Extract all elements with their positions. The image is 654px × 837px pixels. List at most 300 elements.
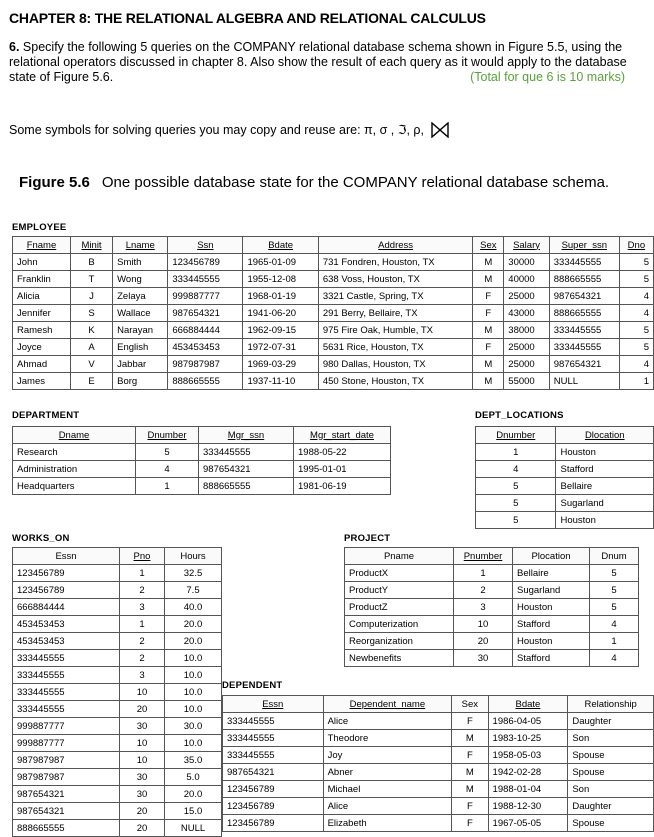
table-cell: 450 Stone, Houston, TX [318,373,473,390]
column-header: Super_ssn [549,237,619,254]
table-row [13,478,391,495]
employee-header-row [13,237,654,254]
table-cell: 999887777 [13,735,120,752]
table-row [13,820,222,837]
table-cell: 25000 [504,288,549,305]
table-cell: S [70,305,112,322]
table-cell: Sugarland [556,495,654,512]
question-number: 6. [9,40,20,54]
table-row [223,798,654,815]
table-cell: 333445555 [168,271,243,288]
table-row [476,495,654,512]
table-cell: 10.0 [165,667,222,684]
table-cell: 40000 [504,271,549,288]
table-cell: 123456789 [223,781,324,798]
table-cell: 123456789 [223,815,324,832]
table-cell: Franklin [13,271,71,288]
table-cell: Ramesh [13,322,71,339]
column-header: Bdate [243,237,318,254]
table-cell: Alicia [13,288,71,305]
question-block [9,40,639,85]
bowtie-join-icon [431,122,449,141]
table-cell: 123456789 [13,565,120,582]
table-cell: 987987987 [168,356,243,373]
department-header-row [13,427,391,444]
table-cell: 888665555 [168,373,243,390]
table-cell: English [113,339,168,356]
table-cell: 32.5 [165,565,222,582]
table-cell: Stafford [513,650,590,667]
table-cell: 1937-11-10 [243,373,318,390]
table-cell: 4 [136,461,199,478]
table-cell: 1967-05-05 [488,815,568,832]
table-cell: 1 [136,478,199,495]
table-cell: 5 [476,495,556,512]
dependent-table-title: DEPENDENT [222,680,283,691]
table-cell: Administration [13,461,136,478]
table-cell: M [452,730,488,747]
table-cell: 10 [454,616,513,633]
table-cell: Research [13,444,136,461]
table-cell: 5 [590,565,639,582]
table-cell: Smith [113,254,168,271]
table-cell: V [70,356,112,373]
table-cell: 333445555 [223,713,324,730]
table-cell: 1 [120,616,165,633]
table-cell: F [452,798,488,815]
table-row [13,803,222,820]
table-cell: 333445555 [13,684,120,701]
table-row [13,339,654,356]
table-cell: Reorganization [345,633,454,650]
table-cell: 30000 [504,254,549,271]
table-cell: M [452,781,488,798]
table-cell: 25000 [504,356,549,373]
column-header: Hours [165,548,222,565]
table-cell: 7.5 [165,582,222,599]
table-cell: 10 [120,752,165,769]
works-on-table-title: WORKS_ON [12,533,70,544]
figure-label: Figure 5.6 [19,174,90,191]
table-row [13,701,222,718]
dept-locations-table [475,426,654,529]
table-cell: 30 [454,650,513,667]
table-cell: 1962-09-15 [243,322,318,339]
table-cell: 453453453 [13,616,120,633]
column-header: Minit [70,237,112,254]
table-cell: 2 [120,582,165,599]
figure-caption [19,174,629,192]
table-row [13,461,391,478]
table-row [13,650,222,667]
table-row [13,633,222,650]
column-header: Dependent_name [323,696,452,713]
dept-locations-header-row [476,427,654,444]
column-header: Dlocation [556,427,654,444]
table-cell: 30 [120,718,165,735]
table-cell: Joy [323,747,452,764]
table-cell: 1955-12-08 [243,271,318,288]
table-cell: 5631 Rice, Houston, TX [318,339,473,356]
table-cell: M [473,271,504,288]
table-cell: Spouse [568,815,654,832]
table-cell: 30 [120,769,165,786]
table-cell: 4 [476,461,556,478]
table-cell: 333445555 [13,701,120,718]
dept-locations-table-title: DEPT_LOCATIONS [475,410,564,421]
column-header: Salary [504,237,549,254]
table-cell: Theodore [323,730,452,747]
table-cell: Stafford [513,616,590,633]
table-cell: 453453453 [168,339,243,356]
column-header: Dnumber [136,427,199,444]
table-cell: Michael [323,781,452,798]
table-cell: 987654321 [223,764,324,781]
table-cell: 987654321 [199,461,294,478]
table-row [13,565,222,582]
table-cell: 1 [454,565,513,582]
table-cell: 35.0 [165,752,222,769]
table-cell: 5 [619,339,653,356]
table-cell: 5.0 [165,769,222,786]
column-header: Dnum [590,548,639,565]
table-cell: 30.0 [165,718,222,735]
table-cell: F [452,815,488,832]
chapter-title: CHAPTER 8: THE RELATIONAL ALGEBRA AND RELATIONAL CALCULUS [9,10,486,26]
table-cell: 1965-01-09 [243,254,318,271]
table-cell: Narayan [113,322,168,339]
table-cell: Houston [556,512,654,529]
table-cell: 333445555 [223,747,324,764]
table-cell: James [13,373,71,390]
table-cell: 40.0 [165,599,222,616]
column-header: Dno [619,237,653,254]
table-cell: Newbenefits [345,650,454,667]
table-cell: 1988-05-22 [294,444,391,461]
table-cell: 20.0 [165,616,222,633]
table-cell: 666884444 [13,599,120,616]
table-cell: 123456789 [223,798,324,815]
table-row [476,444,654,461]
table-cell: Spouse [568,764,654,781]
table-row [13,718,222,735]
table-cell: F [452,713,488,730]
table-row [345,633,639,650]
table-cell: 1988-12-30 [488,798,568,815]
table-cell: 10.0 [165,735,222,752]
table-cell: Wallace [113,305,168,322]
table-cell: 1995-01-01 [294,461,391,478]
table-cell: 987654321 [549,356,619,373]
column-header: Mgr_ssn [199,427,294,444]
table-cell: 3 [120,599,165,616]
table-cell: 888665555 [199,478,294,495]
table-cell: Joyce [13,339,71,356]
table-row [476,512,654,529]
table-cell: 999887777 [13,718,120,735]
table-cell: Daughter [568,798,654,815]
table-row [223,781,654,798]
table-cell: 333445555 [549,339,619,356]
table-cell: 43000 [504,305,549,322]
table-cell: NULL [549,373,619,390]
table-cell: 20 [120,803,165,820]
table-row [13,305,654,322]
table-cell: 987654321 [13,786,120,803]
column-header: Dnumber [476,427,556,444]
dependent-table [222,695,654,832]
table-cell: F [473,305,504,322]
table-cell: A [70,339,112,356]
table-cell: 20 [454,633,513,650]
table-cell: 333445555 [13,667,120,684]
table-cell: 333445555 [223,730,324,747]
table-cell: 975 Fire Oak, Humble, TX [318,322,473,339]
table-row [13,322,654,339]
table-cell: K [70,322,112,339]
table-cell: 888665555 [549,305,619,322]
table-cell: E [70,373,112,390]
table-cell: M [473,322,504,339]
table-row [13,444,391,461]
table-cell: 453453453 [13,633,120,650]
table-cell: 638 Voss, Houston, TX [318,271,473,288]
question-text: Specify the following 5 queries on the COMPANY relational database schema shown in Figure 5.5, using the relational operators discussed in chapter 8. Also show the result of each query as it would apply to the database state of Figure 5.6. [9,40,627,84]
table-cell: 731 Fondren, Houston, TX [318,254,473,271]
table-cell: 30 [120,786,165,803]
column-header: Pno [120,548,165,565]
column-header: Pname [345,548,454,565]
table-cell: F [452,747,488,764]
works-on-table [12,547,222,837]
table-cell: 1958-05-03 [488,747,568,764]
table-cell: Son [568,730,654,747]
table-row [13,356,654,373]
table-cell: M [473,356,504,373]
table-cell: Headquarters [13,478,136,495]
table-cell: 5 [136,444,199,461]
table-cell: 999887777 [168,288,243,305]
column-header: Essn [223,696,324,713]
table-cell: 4 [619,356,653,373]
column-header: Address [318,237,473,254]
table-cell: 1986-04-05 [488,713,568,730]
table-row [345,599,639,616]
table-cell: 10 [120,735,165,752]
table-cell: 333445555 [13,650,120,667]
table-cell: 2 [120,650,165,667]
table-cell: 1981-06-19 [294,478,391,495]
project-header-row [345,548,639,565]
table-cell: M [473,254,504,271]
table-cell: 333445555 [549,322,619,339]
table-row [223,730,654,747]
table-cell: 987654321 [549,288,619,305]
table-cell: 987987987 [13,769,120,786]
table-cell: 5 [619,322,653,339]
table-cell: 4 [619,288,653,305]
table-cell: 4 [590,616,639,633]
table-cell: 888665555 [13,820,120,837]
table-cell: 1988-01-04 [488,781,568,798]
table-cell: B [70,254,112,271]
table-row [13,735,222,752]
table-row [345,582,639,599]
table-cell: 1 [476,444,556,461]
table-cell: 5 [476,478,556,495]
table-row [345,616,639,633]
table-cell: ProductY [345,582,454,599]
table-cell: 1968-01-19 [243,288,318,305]
table-cell: Computerization [345,616,454,633]
table-cell: Sugarland [513,582,590,599]
table-cell: F [473,339,504,356]
table-cell: 291 Berry, Bellaire, TX [318,305,473,322]
table-cell: J [70,288,112,305]
works-on-header-row [13,548,222,565]
table-cell: Stafford [556,461,654,478]
table-cell: 20.0 [165,786,222,803]
table-row [345,565,639,582]
employee-table-title: EMPLOYEE [12,222,67,233]
table-cell: Abner [323,764,452,781]
table-cell: Alice [323,798,452,815]
table-cell: Bellaire [513,565,590,582]
employee-table [12,236,654,390]
symbols-line [9,122,449,141]
table-row [13,288,654,305]
table-cell: M [452,764,488,781]
table-cell: 20 [120,820,165,837]
table-cell: John [13,254,71,271]
table-cell: Bellaire [556,478,654,495]
table-cell: 25000 [504,339,549,356]
table-row [345,650,639,667]
table-cell: 10 [120,684,165,701]
table-cell: Borg [113,373,168,390]
figure-caption-text: One possible database state for the COMPANY relational database schema. [101,174,610,191]
table-row [223,747,654,764]
table-cell: 980 Dallas, Houston, TX [318,356,473,373]
table-cell: 55000 [504,373,549,390]
symbols-text: Some symbols for solving queries you may copy and reuse are: π, σ , ℑ, ρ, [9,123,424,137]
table-cell: 333445555 [199,444,294,461]
table-row [476,461,654,478]
table-cell: Wong [113,271,168,288]
table-cell: Alice [323,713,452,730]
table-cell: 4 [590,650,639,667]
table-row [13,582,222,599]
table-cell: 10.0 [165,684,222,701]
table-cell: M [473,373,504,390]
table-row [13,752,222,769]
column-header: Pnumber [454,548,513,565]
table-cell: Ahmad [13,356,71,373]
table-cell: Daughter [568,713,654,730]
project-table-title: PROJECT [344,533,391,544]
table-cell: Jennifer [13,305,71,322]
table-cell: 15.0 [165,803,222,820]
table-cell: 5 [476,512,556,529]
question-marks: (Total for que 6 is 10 marks) [470,70,625,84]
table-cell: 1 [590,633,639,650]
table-cell: Houston [556,444,654,461]
table-row [223,764,654,781]
column-header: Fname [13,237,71,254]
column-header: Sex [452,696,488,713]
table-cell: Jabbar [113,356,168,373]
column-header: Lname [113,237,168,254]
department-table-title: DEPARTMENT [12,410,80,421]
table-cell: 3 [454,599,513,616]
table-cell: 5 [619,254,653,271]
column-header: Bdate [488,696,568,713]
table-cell: Spouse [568,747,654,764]
table-row [13,373,654,390]
column-header: Dname [13,427,136,444]
table-cell: 3 [120,667,165,684]
table-row [13,786,222,803]
table-row [223,815,654,832]
table-row [13,271,654,288]
table-cell: ProductX [345,565,454,582]
table-cell: 123456789 [168,254,243,271]
table-cell: Houston [513,633,590,650]
table-row [13,769,222,786]
column-header: Relationship [568,696,654,713]
column-header: Essn [13,548,120,565]
table-row [13,616,222,633]
table-row [476,478,654,495]
table-row [13,684,222,701]
table-cell: 987654321 [168,305,243,322]
table-cell: 4 [619,305,653,322]
table-cell: NULL [165,820,222,837]
table-cell: T [70,271,112,288]
table-row [13,254,654,271]
table-cell: 333445555 [549,254,619,271]
column-header: Ssn [168,237,243,254]
table-cell: 1 [619,373,653,390]
table-cell: 2 [454,582,513,599]
table-cell: Zelaya [113,288,168,305]
table-cell: F [473,288,504,305]
column-header: Plocation [513,548,590,565]
table-cell: 3321 Castle, Spring, TX [318,288,473,305]
table-cell: 123456789 [13,582,120,599]
project-table [344,547,639,667]
table-cell: Houston [513,599,590,616]
table-cell: 666884444 [168,322,243,339]
table-row [223,713,654,730]
dependent-header-row [223,696,654,713]
table-cell: 987654321 [13,803,120,820]
table-cell: 38000 [504,322,549,339]
table-cell: 10.0 [165,701,222,718]
table-cell: Elizabeth [323,815,452,832]
column-header: Sex [473,237,504,254]
table-cell: 1969-03-29 [243,356,318,373]
table-cell: 987987987 [13,752,120,769]
table-cell: 1942-02-28 [488,764,568,781]
table-cell: 20.0 [165,633,222,650]
table-cell: 5 [590,582,639,599]
table-row [13,667,222,684]
table-cell: 1941-06-20 [243,305,318,322]
table-cell: 888665555 [549,271,619,288]
table-cell: 5 [590,599,639,616]
table-cell: 5 [619,271,653,288]
